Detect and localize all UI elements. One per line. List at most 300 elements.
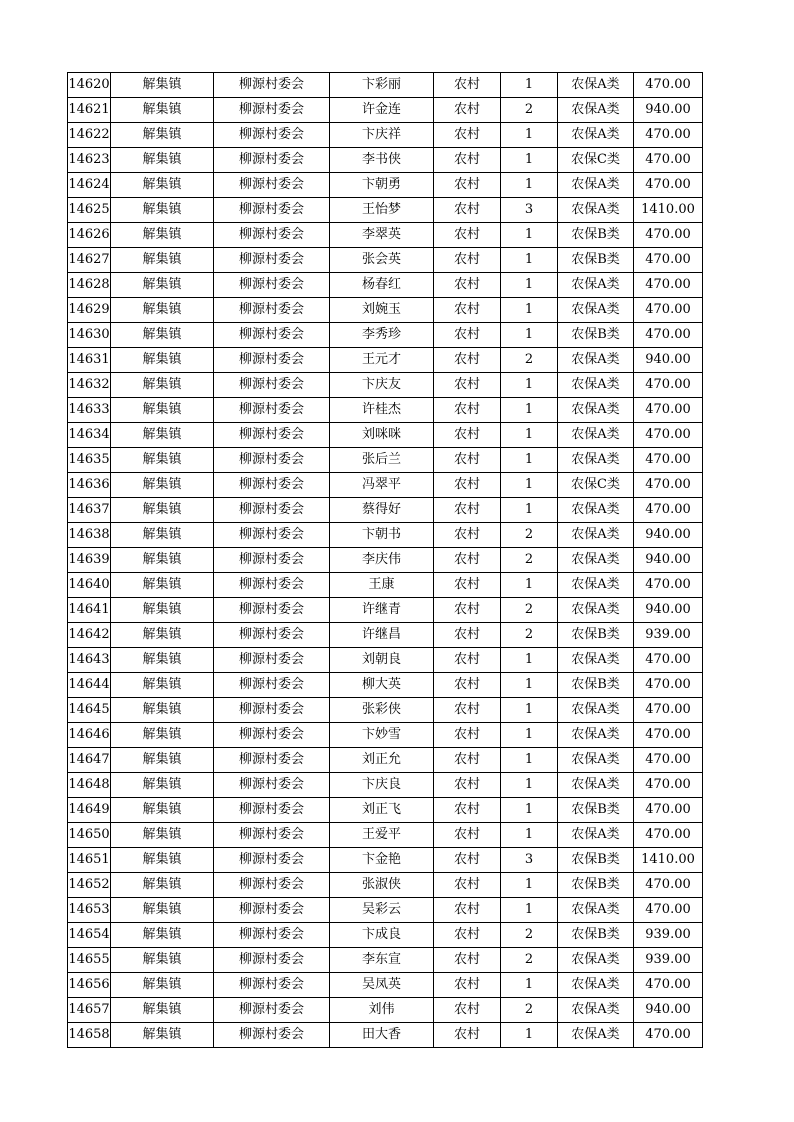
village-committee-cell: 柳源村委会	[214, 448, 330, 473]
town-cell: 解集镇	[111, 73, 214, 98]
village-committee-cell: 柳源村委会	[214, 648, 330, 673]
village-committee-cell: 柳源村委会	[214, 148, 330, 173]
name-cell: 卞庆祥	[330, 123, 434, 148]
village-committee-cell: 柳源村委会	[214, 673, 330, 698]
amount-cell: 470.00	[634, 473, 703, 498]
name-cell: 卞庆良	[330, 773, 434, 798]
household-type-cell: 农村	[434, 723, 501, 748]
record-id-cell: 14646	[68, 723, 111, 748]
record-id-cell: 14656	[68, 973, 111, 998]
record-id-cell: 14643	[68, 648, 111, 673]
insurance-category-cell: 农保A类	[558, 398, 634, 423]
town-cell: 解集镇	[111, 148, 214, 173]
amount-cell: 939.00	[634, 623, 703, 648]
table-row	[68, 923, 703, 948]
person-count-cell: 1	[501, 273, 558, 298]
person-count-cell: 1	[501, 1023, 558, 1048]
village-committee-cell: 柳源村委会	[214, 273, 330, 298]
record-id-cell: 14629	[68, 298, 111, 323]
person-count-cell: 1	[501, 448, 558, 473]
person-count-cell: 1	[501, 673, 558, 698]
village-committee-cell: 柳源村委会	[214, 698, 330, 723]
insurance-category-cell: 农保A类	[558, 573, 634, 598]
name-cell: 张淑侠	[330, 873, 434, 898]
household-type-cell: 农村	[434, 273, 501, 298]
record-id-cell: 14651	[68, 848, 111, 873]
table-row	[68, 973, 703, 998]
town-cell: 解集镇	[111, 898, 214, 923]
record-id-cell: 14640	[68, 573, 111, 598]
table-row	[68, 873, 703, 898]
person-count-cell: 1	[501, 973, 558, 998]
town-cell: 解集镇	[111, 1023, 214, 1048]
table-row	[68, 998, 703, 1023]
table-row	[68, 223, 703, 248]
name-cell: 刘咪咪	[330, 423, 434, 448]
table-row	[68, 498, 703, 523]
amount-cell: 470.00	[634, 973, 703, 998]
table-row	[68, 298, 703, 323]
village-committee-cell: 柳源村委会	[214, 898, 330, 923]
amount-cell: 470.00	[634, 373, 703, 398]
record-id-cell: 14626	[68, 223, 111, 248]
record-id-cell: 14655	[68, 948, 111, 973]
amount-cell: 940.00	[634, 98, 703, 123]
record-id-cell: 14633	[68, 398, 111, 423]
town-cell: 解集镇	[111, 623, 214, 648]
amount-cell: 470.00	[634, 273, 703, 298]
town-cell: 解集镇	[111, 548, 214, 573]
table-row	[68, 948, 703, 973]
household-type-cell: 农村	[434, 173, 501, 198]
town-cell: 解集镇	[111, 998, 214, 1023]
person-count-cell: 1	[501, 123, 558, 148]
household-type-cell: 农村	[434, 873, 501, 898]
amount-cell: 939.00	[634, 948, 703, 973]
household-type-cell: 农村	[434, 823, 501, 848]
town-cell: 解集镇	[111, 98, 214, 123]
person-count-cell: 1	[501, 823, 558, 848]
record-id-cell: 14627	[68, 248, 111, 273]
town-cell: 解集镇	[111, 773, 214, 798]
table-body	[68, 73, 703, 1048]
village-committee-cell: 柳源村委会	[214, 798, 330, 823]
insurance-category-cell: 农保A类	[558, 823, 634, 848]
name-cell: 田大香	[330, 1023, 434, 1048]
household-type-cell: 农村	[434, 323, 501, 348]
household-type-cell: 农村	[434, 773, 501, 798]
village-committee-cell: 柳源村委会	[214, 373, 330, 398]
insurance-category-cell: 农保B类	[558, 798, 634, 823]
person-count-cell: 2	[501, 948, 558, 973]
person-count-cell: 2	[501, 998, 558, 1023]
amount-cell: 470.00	[634, 423, 703, 448]
record-id-cell: 14635	[68, 448, 111, 473]
insurance-category-cell: 农保B类	[558, 623, 634, 648]
household-type-cell: 农村	[434, 123, 501, 148]
village-committee-cell: 柳源村委会	[214, 923, 330, 948]
person-count-cell: 1	[501, 573, 558, 598]
household-type-cell: 农村	[434, 148, 501, 173]
table-row	[68, 198, 703, 223]
name-cell: 杨春红	[330, 273, 434, 298]
village-committee-cell: 柳源村委会	[214, 298, 330, 323]
amount-cell: 940.00	[634, 348, 703, 373]
amount-cell: 470.00	[634, 223, 703, 248]
insurance-category-cell: 农保A类	[558, 273, 634, 298]
table-row	[68, 1023, 703, 1048]
person-count-cell: 1	[501, 223, 558, 248]
insurance-category-cell: 农保A类	[558, 648, 634, 673]
town-cell: 解集镇	[111, 198, 214, 223]
town-cell: 解集镇	[111, 723, 214, 748]
town-cell: 解集镇	[111, 923, 214, 948]
table-row	[68, 548, 703, 573]
name-cell: 卞庆友	[330, 373, 434, 398]
table-row	[68, 148, 703, 173]
amount-cell: 940.00	[634, 548, 703, 573]
insurance-category-cell: 农保A类	[558, 423, 634, 448]
insurance-category-cell: 农保B类	[558, 673, 634, 698]
village-committee-cell: 柳源村委会	[214, 1023, 330, 1048]
name-cell: 李秀珍	[330, 323, 434, 348]
amount-cell: 940.00	[634, 998, 703, 1023]
name-cell: 卞彩丽	[330, 73, 434, 98]
record-id-cell: 14637	[68, 498, 111, 523]
person-count-cell: 2	[501, 623, 558, 648]
name-cell: 冯翠平	[330, 473, 434, 498]
village-committee-cell: 柳源村委会	[214, 323, 330, 348]
town-cell: 解集镇	[111, 398, 214, 423]
person-count-cell: 1	[501, 298, 558, 323]
table-row	[68, 323, 703, 348]
village-committee-cell: 柳源村委会	[214, 723, 330, 748]
village-committee-cell: 柳源村委会	[214, 823, 330, 848]
town-cell: 解集镇	[111, 948, 214, 973]
amount-cell: 470.00	[634, 723, 703, 748]
village-committee-cell: 柳源村委会	[214, 623, 330, 648]
person-count-cell: 1	[501, 373, 558, 398]
insurance-category-cell: 农保A类	[558, 748, 634, 773]
person-count-cell: 1	[501, 748, 558, 773]
insurance-category-cell: 农保B类	[558, 223, 634, 248]
table-row	[68, 848, 703, 873]
household-type-cell: 农村	[434, 98, 501, 123]
insurance-category-cell: 农保A类	[558, 973, 634, 998]
person-count-cell: 1	[501, 898, 558, 923]
village-committee-cell: 柳源村委会	[214, 523, 330, 548]
household-type-cell: 农村	[434, 973, 501, 998]
person-count-cell: 1	[501, 423, 558, 448]
table-row	[68, 798, 703, 823]
person-count-cell: 1	[501, 73, 558, 98]
name-cell: 吴彩云	[330, 898, 434, 923]
name-cell: 张后兰	[330, 448, 434, 473]
name-cell: 许继昌	[330, 623, 434, 648]
amount-cell: 470.00	[634, 323, 703, 348]
insurance-category-cell: 农保A类	[558, 773, 634, 798]
name-cell: 王元才	[330, 348, 434, 373]
amount-cell: 470.00	[634, 298, 703, 323]
table-row	[68, 673, 703, 698]
village-committee-cell: 柳源村委会	[214, 98, 330, 123]
insurance-category-cell: 农保A类	[558, 198, 634, 223]
amount-cell: 470.00	[634, 73, 703, 98]
record-id-cell: 14657	[68, 998, 111, 1023]
table-row	[68, 773, 703, 798]
table-row	[68, 348, 703, 373]
village-committee-cell: 柳源村委会	[214, 198, 330, 223]
record-id-cell: 14636	[68, 473, 111, 498]
table-row	[68, 748, 703, 773]
insurance-category-cell: 农保A类	[558, 1023, 634, 1048]
household-type-cell: 农村	[434, 398, 501, 423]
person-count-cell: 2	[501, 598, 558, 623]
town-cell: 解集镇	[111, 248, 214, 273]
record-id-cell: 14621	[68, 98, 111, 123]
person-count-cell: 2	[501, 523, 558, 548]
person-count-cell: 1	[501, 248, 558, 273]
town-cell: 解集镇	[111, 423, 214, 448]
person-count-cell: 1	[501, 173, 558, 198]
record-id-cell: 14631	[68, 348, 111, 373]
household-type-cell: 农村	[434, 448, 501, 473]
village-committee-cell: 柳源村委会	[214, 248, 330, 273]
village-committee-cell: 柳源村委会	[214, 948, 330, 973]
insurance-category-cell: 农保C类	[558, 148, 634, 173]
amount-cell: 470.00	[634, 498, 703, 523]
household-type-cell: 农村	[434, 548, 501, 573]
insurance-category-cell: 农保A类	[558, 723, 634, 748]
insurance-category-cell: 农保A类	[558, 73, 634, 98]
town-cell: 解集镇	[111, 498, 214, 523]
name-cell: 吴凤英	[330, 973, 434, 998]
village-committee-cell: 柳源村委会	[214, 573, 330, 598]
insurance-category-cell: 农保A类	[558, 448, 634, 473]
village-committee-cell: 柳源村委会	[214, 473, 330, 498]
person-count-cell: 1	[501, 648, 558, 673]
household-type-cell: 农村	[434, 673, 501, 698]
insurance-category-cell: 农保A类	[558, 348, 634, 373]
town-cell: 解集镇	[111, 573, 214, 598]
name-cell: 李书侠	[330, 148, 434, 173]
record-id-cell: 14644	[68, 673, 111, 698]
name-cell: 蔡得好	[330, 498, 434, 523]
name-cell: 张彩侠	[330, 698, 434, 723]
household-type-cell: 农村	[434, 473, 501, 498]
town-cell: 解集镇	[111, 223, 214, 248]
town-cell: 解集镇	[111, 523, 214, 548]
record-id-cell: 14638	[68, 523, 111, 548]
name-cell: 刘伟	[330, 998, 434, 1023]
name-cell: 卞朝勇	[330, 173, 434, 198]
household-type-cell: 农村	[434, 648, 501, 673]
household-type-cell: 农村	[434, 373, 501, 398]
household-type-cell: 农村	[434, 298, 501, 323]
amount-cell: 470.00	[634, 573, 703, 598]
person-count-cell: 1	[501, 723, 558, 748]
household-type-cell: 农村	[434, 698, 501, 723]
record-id-cell: 14653	[68, 898, 111, 923]
name-cell: 刘正飞	[330, 798, 434, 823]
town-cell: 解集镇	[111, 123, 214, 148]
insurance-category-cell: 农保A类	[558, 498, 634, 523]
record-id-cell: 14623	[68, 148, 111, 173]
name-cell: 王爱平	[330, 823, 434, 848]
person-count-cell: 3	[501, 848, 558, 873]
insurance-category-cell: 农保A类	[558, 548, 634, 573]
town-cell: 解集镇	[111, 348, 214, 373]
record-id-cell: 14648	[68, 773, 111, 798]
amount-cell: 470.00	[634, 648, 703, 673]
town-cell: 解集镇	[111, 323, 214, 348]
insurance-category-cell: 农保A类	[558, 698, 634, 723]
town-cell: 解集镇	[111, 448, 214, 473]
person-count-cell: 1	[501, 698, 558, 723]
household-type-cell: 农村	[434, 848, 501, 873]
household-type-cell: 农村	[434, 998, 501, 1023]
village-committee-cell: 柳源村委会	[214, 748, 330, 773]
person-count-cell: 1	[501, 148, 558, 173]
table-row	[68, 473, 703, 498]
person-count-cell: 1	[501, 498, 558, 523]
amount-cell: 470.00	[634, 123, 703, 148]
record-id-cell: 14654	[68, 923, 111, 948]
record-id-cell: 14624	[68, 173, 111, 198]
amount-cell: 470.00	[634, 698, 703, 723]
amount-cell: 470.00	[634, 898, 703, 923]
person-count-cell: 3	[501, 198, 558, 223]
name-cell: 许继青	[330, 598, 434, 623]
table-row	[68, 123, 703, 148]
village-committee-cell: 柳源村委会	[214, 173, 330, 198]
record-id-cell: 14630	[68, 323, 111, 348]
table-row	[68, 73, 703, 98]
amount-cell: 939.00	[634, 923, 703, 948]
insurance-category-cell: 农保B类	[558, 848, 634, 873]
person-count-cell: 2	[501, 548, 558, 573]
amount-cell: 470.00	[634, 1023, 703, 1048]
name-cell: 卞朝书	[330, 523, 434, 548]
village-committee-cell: 柳源村委会	[214, 998, 330, 1023]
household-type-cell: 农村	[434, 248, 501, 273]
insurance-category-cell: 农保A类	[558, 298, 634, 323]
record-id-cell: 14658	[68, 1023, 111, 1048]
name-cell: 王康	[330, 573, 434, 598]
record-id-cell: 14647	[68, 748, 111, 773]
insurance-category-cell: 农保A类	[558, 523, 634, 548]
town-cell: 解集镇	[111, 648, 214, 673]
amount-cell: 940.00	[634, 598, 703, 623]
household-type-cell: 农村	[434, 73, 501, 98]
household-type-cell: 农村	[434, 898, 501, 923]
household-type-cell: 农村	[434, 423, 501, 448]
name-cell: 刘正允	[330, 748, 434, 773]
record-id-cell: 14639	[68, 548, 111, 573]
household-type-cell: 农村	[434, 573, 501, 598]
village-committee-cell: 柳源村委会	[214, 548, 330, 573]
person-count-cell: 2	[501, 923, 558, 948]
town-cell: 解集镇	[111, 673, 214, 698]
record-id-cell: 14649	[68, 798, 111, 823]
village-committee-cell: 柳源村委会	[214, 423, 330, 448]
person-count-cell: 1	[501, 773, 558, 798]
insurance-category-cell: 农保B类	[558, 923, 634, 948]
name-cell: 卞妙雪	[330, 723, 434, 748]
name-cell: 卞成良	[330, 923, 434, 948]
name-cell: 张会英	[330, 248, 434, 273]
amount-cell: 470.00	[634, 398, 703, 423]
record-id-cell: 14620	[68, 73, 111, 98]
amount-cell: 470.00	[634, 873, 703, 898]
table-row	[68, 573, 703, 598]
village-committee-cell: 柳源村委会	[214, 873, 330, 898]
record-id-cell: 14634	[68, 423, 111, 448]
table-row	[68, 698, 703, 723]
table-row	[68, 598, 703, 623]
village-committee-cell: 柳源村委会	[214, 73, 330, 98]
insurance-category-cell: 农保A类	[558, 173, 634, 198]
name-cell: 李东宣	[330, 948, 434, 973]
person-count-cell: 1	[501, 873, 558, 898]
town-cell: 解集镇	[111, 373, 214, 398]
town-cell: 解集镇	[111, 298, 214, 323]
household-type-cell: 农村	[434, 798, 501, 823]
table-row	[68, 898, 703, 923]
amount-cell: 470.00	[634, 748, 703, 773]
name-cell: 柳大英	[330, 673, 434, 698]
village-committee-cell: 柳源村委会	[214, 598, 330, 623]
name-cell: 李翠英	[330, 223, 434, 248]
person-count-cell: 1	[501, 473, 558, 498]
person-count-cell: 2	[501, 98, 558, 123]
record-id-cell: 14650	[68, 823, 111, 848]
amount-cell: 470.00	[634, 148, 703, 173]
insurance-category-cell: 农保B类	[558, 248, 634, 273]
village-committee-cell: 柳源村委会	[214, 848, 330, 873]
village-committee-cell: 柳源村委会	[214, 973, 330, 998]
table-row	[68, 448, 703, 473]
table-row	[68, 173, 703, 198]
table-row	[68, 398, 703, 423]
town-cell: 解集镇	[111, 848, 214, 873]
town-cell: 解集镇	[111, 173, 214, 198]
record-id-cell: 14632	[68, 373, 111, 398]
person-count-cell: 1	[501, 398, 558, 423]
amount-cell: 1410.00	[634, 198, 703, 223]
town-cell: 解集镇	[111, 698, 214, 723]
household-type-cell: 农村	[434, 198, 501, 223]
name-cell: 卞金艳	[330, 848, 434, 873]
insurance-category-cell: 农保B类	[558, 323, 634, 348]
household-type-cell: 农村	[434, 623, 501, 648]
amount-cell: 470.00	[634, 248, 703, 273]
village-committee-cell: 柳源村委会	[214, 123, 330, 148]
household-type-cell: 农村	[434, 523, 501, 548]
household-type-cell: 农村	[434, 498, 501, 523]
table-row	[68, 98, 703, 123]
table-row	[68, 648, 703, 673]
household-type-cell: 农村	[434, 748, 501, 773]
record-id-cell: 14652	[68, 873, 111, 898]
table-row	[68, 248, 703, 273]
amount-cell: 470.00	[634, 173, 703, 198]
amount-cell: 940.00	[634, 523, 703, 548]
beneficiary-table	[67, 72, 703, 1048]
table-row	[68, 823, 703, 848]
amount-cell: 470.00	[634, 673, 703, 698]
name-cell: 刘婉玉	[330, 298, 434, 323]
